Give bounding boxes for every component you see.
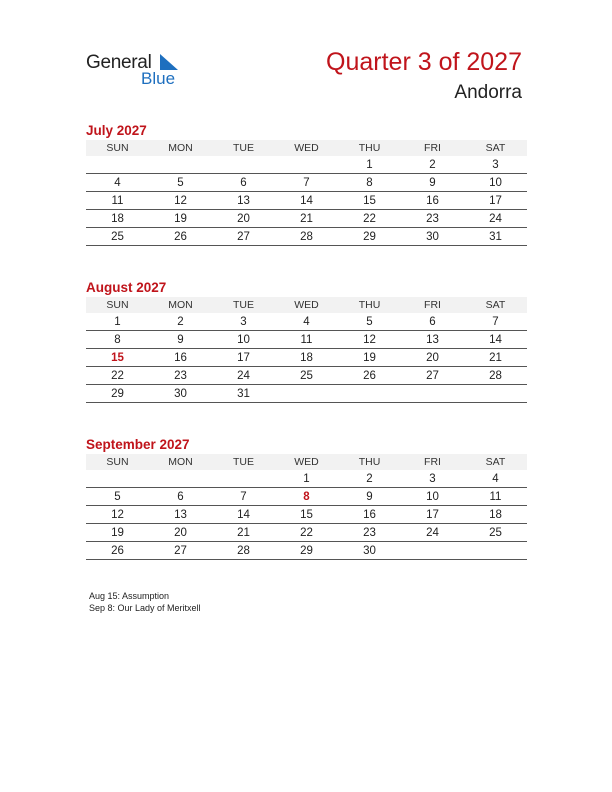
weekday-header: SAT <box>464 140 527 156</box>
day-cell: 16 <box>149 349 212 367</box>
day-cell: 27 <box>401 367 464 385</box>
day-cell: 4 <box>464 470 527 488</box>
day-cell: 7 <box>464 313 527 331</box>
holiday-note: Sep 8: Our Lady of Meritxell <box>89 603 201 613</box>
weekday-header: WED <box>275 297 338 313</box>
month-name: July 2027 <box>86 123 147 138</box>
day-cell: 31 <box>464 228 527 246</box>
day-cell: 12 <box>338 331 401 349</box>
holiday-notes <box>89 590 201 614</box>
day-cell <box>275 156 338 174</box>
day-cell: 18 <box>86 210 149 228</box>
weekday-header: FRI <box>401 297 464 313</box>
month-calendar <box>86 436 527 560</box>
day-cell <box>338 385 401 403</box>
day-cell: 25 <box>275 367 338 385</box>
day-cell <box>464 385 527 403</box>
day-cell: 22 <box>338 210 401 228</box>
day-cell: 23 <box>149 367 212 385</box>
week-row <box>86 506 527 524</box>
day-cell: 9 <box>149 331 212 349</box>
week-row <box>86 210 527 228</box>
day-cell: 1 <box>86 313 149 331</box>
day-cell: 20 <box>401 349 464 367</box>
day-cell: 21 <box>464 349 527 367</box>
day-cell <box>212 156 275 174</box>
weekday-header-row <box>86 297 527 313</box>
day-cell: 13 <box>212 192 275 210</box>
day-cell: 1 <box>275 470 338 488</box>
day-cell: 11 <box>464 488 527 506</box>
day-cell: 13 <box>401 331 464 349</box>
day-cell: 20 <box>149 524 212 542</box>
day-cell: 29 <box>275 542 338 560</box>
weekday-header: WED <box>275 140 338 156</box>
day-cell: 15 <box>338 192 401 210</box>
day-cell: 29 <box>86 385 149 403</box>
weekday-header: TUE <box>212 140 275 156</box>
day-cell: 21 <box>275 210 338 228</box>
day-cell: 17 <box>464 192 527 210</box>
week-row <box>86 542 527 560</box>
weekday-header: MON <box>149 140 212 156</box>
day-cell: 24 <box>212 367 275 385</box>
day-cell <box>86 156 149 174</box>
day-cell: 23 <box>338 524 401 542</box>
day-cell <box>401 542 464 560</box>
day-cell <box>401 385 464 403</box>
day-cell: 25 <box>464 524 527 542</box>
day-cell: 15 <box>275 506 338 524</box>
day-cell: 4 <box>86 174 149 192</box>
day-cell: 17 <box>401 506 464 524</box>
day-cell: 26 <box>338 367 401 385</box>
weekday-header: FRI <box>401 140 464 156</box>
logo-text-general: General <box>86 52 152 73</box>
day-cell: 5 <box>86 488 149 506</box>
generalblue-logo <box>86 50 196 90</box>
week-row <box>86 174 527 192</box>
weekday-header: THU <box>338 297 401 313</box>
month-table <box>86 140 527 246</box>
day-cell: 3 <box>212 313 275 331</box>
weekday-header: FRI <box>401 454 464 470</box>
day-cell: 7 <box>275 174 338 192</box>
day-cell <box>212 470 275 488</box>
day-cell: 24 <box>464 210 527 228</box>
day-cell: 9 <box>401 174 464 192</box>
day-cell: 23 <box>401 210 464 228</box>
day-cell: 7 <box>212 488 275 506</box>
day-cell: 18 <box>464 506 527 524</box>
day-cell: 9 <box>338 488 401 506</box>
weekday-header: SAT <box>464 454 527 470</box>
month-calendar <box>86 122 527 246</box>
day-cell <box>149 156 212 174</box>
country-name: Andorra <box>454 82 522 103</box>
day-cell: 19 <box>338 349 401 367</box>
day-cell: 8 <box>338 174 401 192</box>
day-cell: 6 <box>401 313 464 331</box>
day-cell: 14 <box>275 192 338 210</box>
week-row <box>86 156 527 174</box>
week-row <box>86 313 527 331</box>
day-cell: 28 <box>212 542 275 560</box>
day-cell: 27 <box>149 542 212 560</box>
day-cell: 1 <box>338 156 401 174</box>
day-cell: 16 <box>401 192 464 210</box>
weekday-header: MON <box>149 297 212 313</box>
weekday-header: TUE <box>212 454 275 470</box>
day-cell: 19 <box>149 210 212 228</box>
day-cell: 26 <box>86 542 149 560</box>
weekday-header: WED <box>275 454 338 470</box>
week-row <box>86 228 527 246</box>
day-cell: 25 <box>86 228 149 246</box>
day-cell: 17 <box>212 349 275 367</box>
day-cell: 22 <box>86 367 149 385</box>
day-cell: 2 <box>149 313 212 331</box>
weekday-header: THU <box>338 140 401 156</box>
month-calendar <box>86 279 527 403</box>
week-row <box>86 470 527 488</box>
day-cell <box>86 470 149 488</box>
day-cell: 24 <box>401 524 464 542</box>
month-name: August 2027 <box>86 280 167 295</box>
day-cell: 26 <box>149 228 212 246</box>
day-cell: 21 <box>212 524 275 542</box>
day-cell: 5 <box>149 174 212 192</box>
day-cell: 16 <box>338 506 401 524</box>
week-row <box>86 331 527 349</box>
month-table <box>86 297 527 403</box>
holiday-note: Aug 15: Assumption <box>89 591 170 601</box>
logo-text-blue: Blue <box>141 69 176 88</box>
day-cell: 4 <box>275 313 338 331</box>
day-cell: 20 <box>212 210 275 228</box>
weekday-header-row <box>86 454 527 470</box>
week-row <box>86 192 527 210</box>
day-cell: 11 <box>275 331 338 349</box>
weekday-header: SAT <box>464 297 527 313</box>
day-cell: 19 <box>86 524 149 542</box>
month-table <box>86 454 527 560</box>
day-cell: 5 <box>338 313 401 331</box>
weekday-header: MON <box>149 454 212 470</box>
weekday-header: SUN <box>86 297 149 313</box>
week-row <box>86 349 527 367</box>
day-cell: 6 <box>212 174 275 192</box>
holiday-day-cell: 15 <box>86 349 149 367</box>
weekday-header: THU <box>338 454 401 470</box>
day-cell: 2 <box>338 470 401 488</box>
day-cell: 11 <box>86 192 149 210</box>
month-name: September 2027 <box>86 437 190 452</box>
day-cell: 30 <box>401 228 464 246</box>
day-cell: 14 <box>212 506 275 524</box>
week-row <box>86 524 527 542</box>
day-cell: 29 <box>338 228 401 246</box>
day-cell: 31 <box>212 385 275 403</box>
day-cell <box>275 385 338 403</box>
day-cell: 14 <box>464 331 527 349</box>
day-cell: 28 <box>275 228 338 246</box>
weekday-header: SUN <box>86 140 149 156</box>
week-row <box>86 385 527 403</box>
weekday-header: SUN <box>86 454 149 470</box>
day-cell: 2 <box>401 156 464 174</box>
week-row <box>86 367 527 385</box>
day-cell: 30 <box>338 542 401 560</box>
day-cell: 10 <box>464 174 527 192</box>
weekday-header-row <box>86 140 527 156</box>
day-cell: 27 <box>212 228 275 246</box>
day-cell <box>149 470 212 488</box>
day-cell: 3 <box>464 156 527 174</box>
day-cell: 12 <box>86 506 149 524</box>
week-row <box>86 488 527 506</box>
day-cell: 3 <box>401 470 464 488</box>
day-cell: 10 <box>212 331 275 349</box>
day-cell: 18 <box>275 349 338 367</box>
day-cell: 6 <box>149 488 212 506</box>
day-cell: 8 <box>86 331 149 349</box>
page-title: Quarter 3 of 2027 <box>326 48 522 76</box>
day-cell: 30 <box>149 385 212 403</box>
day-cell: 12 <box>149 192 212 210</box>
day-cell <box>464 542 527 560</box>
weekday-header: TUE <box>212 297 275 313</box>
day-cell: 22 <box>275 524 338 542</box>
day-cell: 10 <box>401 488 464 506</box>
holiday-day-cell: 8 <box>275 488 338 506</box>
day-cell: 28 <box>464 367 527 385</box>
day-cell: 13 <box>149 506 212 524</box>
